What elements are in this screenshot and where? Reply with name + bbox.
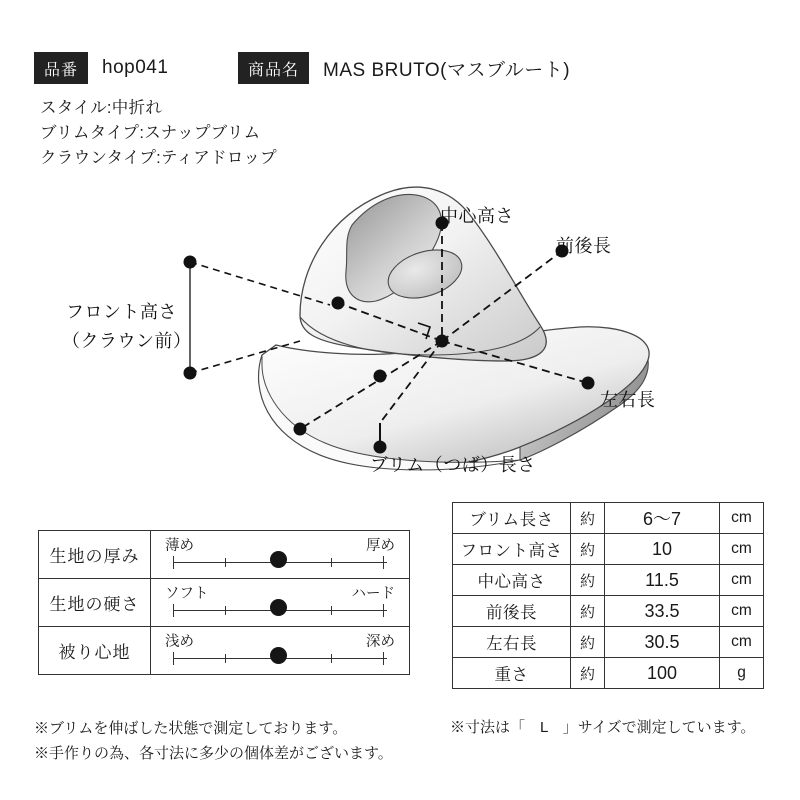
table-row [453, 658, 764, 689]
scale-cell-thickness [151, 531, 410, 579]
scale-cell-firmness [151, 579, 410, 627]
scale-tick [331, 606, 332, 615]
note-handmade: ※手作りの為、各寸法に多少の個体差がございます。 [34, 745, 393, 762]
measure-value: 11.5 [605, 565, 720, 596]
label-center-height: 中心高さ [440, 206, 514, 226]
label-front-back: 前後長 [556, 236, 612, 256]
scale-tick [331, 558, 332, 567]
label-front-height-line2: （クラウン前） [62, 331, 192, 351]
measure-value: 6〜7 [605, 503, 720, 534]
table-row [453, 596, 764, 627]
measure-name: 前後長 [453, 596, 571, 627]
scale-marker-thickness [270, 551, 287, 568]
dot-left-right-left [332, 297, 345, 310]
scale-left-label: 薄め [165, 537, 194, 554]
scale-tick [173, 604, 174, 617]
table-row [39, 531, 410, 579]
measure-approx: 約 [571, 627, 605, 658]
measure-unit: g [720, 658, 764, 689]
scale-track-thickness [151, 532, 409, 578]
header [34, 52, 766, 84]
spec-crown-type: クラウンタイプ:ティアドロップ [40, 149, 277, 167]
measure-name: ブリム長さ [453, 503, 571, 534]
measure-unit: cm [720, 503, 764, 534]
table-row [453, 627, 764, 658]
scale-tick [173, 652, 174, 665]
dot-front-back-bottom [294, 423, 307, 436]
scale-tick [173, 556, 174, 569]
table-row [453, 503, 764, 534]
measure-unit: cm [720, 627, 764, 658]
measurements-table [452, 502, 764, 689]
measure-name: フロント高さ [453, 534, 571, 565]
scale-track-firmness [151, 580, 409, 626]
code-tag-label: 品番 [34, 52, 88, 84]
scale-cell-fit [151, 627, 410, 675]
measure-approx: 約 [571, 596, 605, 627]
measure-unit: cm [720, 596, 764, 627]
measure-value: 30.5 [605, 627, 720, 658]
scale-right-label: ハード [351, 585, 395, 602]
scale-right-label: 厚め [366, 537, 395, 554]
scale-tick [225, 558, 226, 567]
measure-unit: cm [720, 565, 764, 596]
scale-left-label: 浅め [165, 633, 194, 650]
spec-style: スタイル:中折れ [40, 99, 163, 117]
scale-tick [331, 654, 332, 663]
scale-right-label: 深め [366, 633, 395, 650]
table-row [453, 534, 764, 565]
scale-name-fit: 被り心地 [39, 627, 151, 675]
scale-tick [225, 606, 226, 615]
scale-name-firmness: 生地の硬さ [39, 579, 151, 627]
hat-measurement-diagram [0, 155, 800, 485]
measure-name: 左右長 [453, 627, 571, 658]
dot-left-right [582, 377, 595, 390]
notes-left [34, 716, 393, 766]
label-brim-length: ブリム（つば）長さ [370, 455, 536, 475]
name-tag-label: 商品名 [238, 52, 309, 84]
measure-value: 100 [605, 658, 720, 689]
measure-name: 中心高さ [453, 565, 571, 596]
dot-front-bottom [184, 367, 197, 380]
measure-value: 10 [605, 534, 720, 565]
note-brim: ※ブリムを伸ばした状態で測定しております。 [34, 720, 348, 737]
feel-scale-table [38, 530, 410, 675]
measure-name: 重さ [453, 658, 571, 689]
scale-name-thickness: 生地の厚み [39, 531, 151, 579]
spec-brim-type: ブリムタイプ:スナップブリム [40, 124, 261, 142]
note-size: ※寸法は「 L 」サイズで測定しています。 [450, 719, 756, 736]
scale-marker-firmness [270, 599, 287, 616]
table-row [453, 565, 764, 596]
dot-center [436, 335, 449, 348]
dot-brim-mid [374, 370, 387, 383]
scale-tick [383, 652, 384, 665]
table-row [39, 579, 410, 627]
scale-marker-fit [270, 647, 287, 664]
product-name-value: MAS BRUTO(マスブルート) [323, 59, 571, 81]
measure-value: 33.5 [605, 596, 720, 627]
scale-track-fit [151, 628, 409, 674]
measure-approx: 約 [571, 565, 605, 596]
measure-approx: 約 [571, 534, 605, 565]
label-left-right: 左右長 [600, 390, 656, 410]
table-row [39, 627, 410, 675]
dot-front-top [184, 256, 197, 269]
scale-tick [383, 556, 384, 569]
measure-approx: 約 [571, 658, 605, 689]
measure-unit: cm [720, 534, 764, 565]
scale-tick [225, 654, 226, 663]
scale-tick [383, 604, 384, 617]
label-front-height-line1: フロント高さ [66, 302, 177, 322]
code-value: hop041 [102, 57, 169, 78]
measure-approx: 約 [571, 503, 605, 534]
scale-left-label: ソフト [165, 585, 209, 602]
